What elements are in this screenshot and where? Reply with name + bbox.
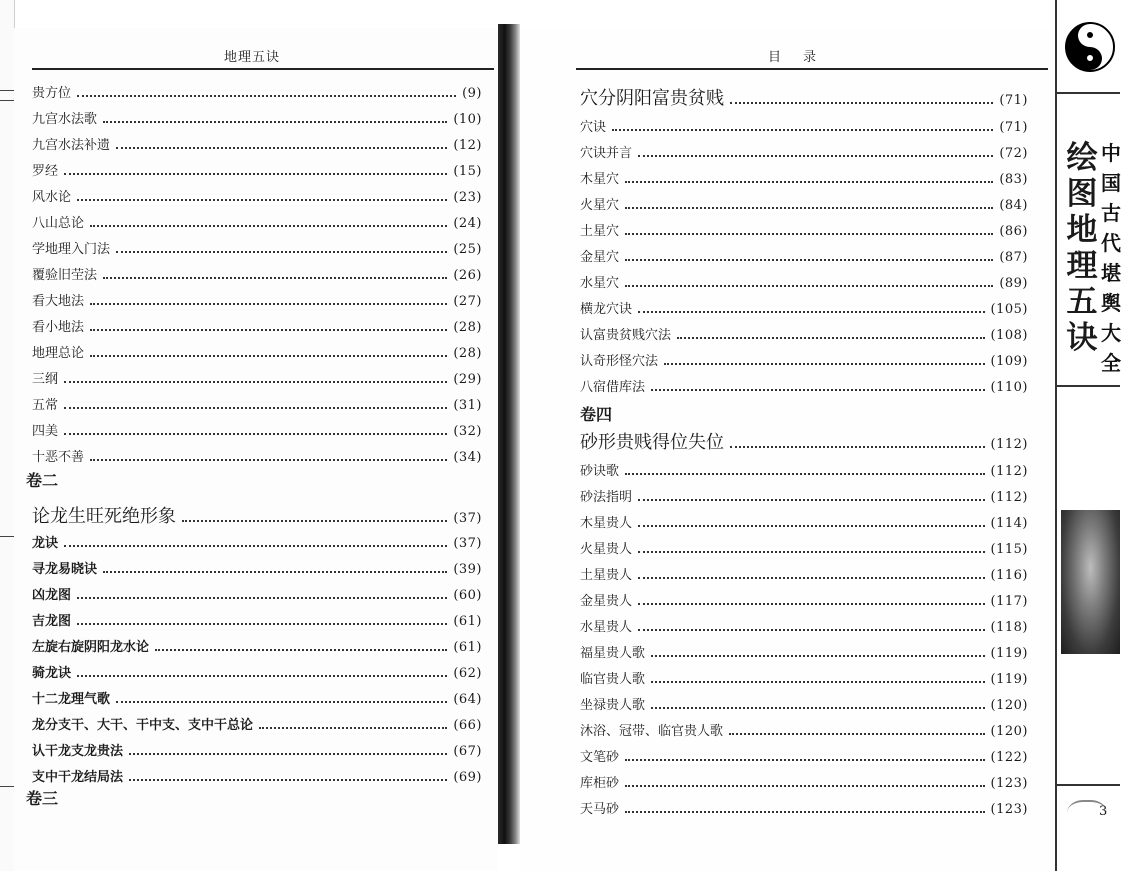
toc-entry-title: 看大地法 xyxy=(32,294,85,309)
dot-leader xyxy=(729,733,985,735)
toc-entry-title: 地理总论 xyxy=(32,346,85,361)
header-rule xyxy=(576,68,1048,70)
toc-entry-page: (117) xyxy=(990,594,1028,609)
toc-entry-page: (27) xyxy=(453,294,482,309)
toc-entry-title: 龙诀 xyxy=(32,536,59,551)
toc-entry-title: 穴诀并言 xyxy=(580,146,633,161)
dot-leader xyxy=(625,285,993,287)
toc-entry-page: (120) xyxy=(990,698,1028,713)
dot-leader xyxy=(90,303,447,305)
toc-entry xyxy=(32,342,482,361)
toc-entry xyxy=(580,486,1028,505)
dot-leader xyxy=(651,389,985,391)
toc-entry-title: 九宫水法补遗 xyxy=(32,138,111,153)
toc-entry-title: 凶龙图 xyxy=(32,588,72,603)
toc-entry-page: (69) xyxy=(453,770,482,785)
toc-entry-page: (84) xyxy=(999,198,1028,213)
toc-entry-page: (37) xyxy=(453,536,482,551)
dot-leader xyxy=(638,629,985,631)
toc-entry-title: 砂法指明 xyxy=(580,490,633,505)
toc-entry-title: 土星贵人 xyxy=(580,568,633,583)
dot-leader xyxy=(730,446,985,448)
toc-entry xyxy=(580,376,1028,395)
volume-heading: 卷二 xyxy=(26,471,59,490)
statue-image xyxy=(1061,510,1120,654)
toc-entry xyxy=(32,108,482,127)
toc-entry xyxy=(580,428,1028,454)
volume-heading: 卷三 xyxy=(26,789,59,808)
dot-leader xyxy=(625,207,993,209)
toc-entry-page: (71) xyxy=(999,120,1028,135)
dot-leader xyxy=(638,577,985,579)
toc-entry xyxy=(580,298,1028,317)
toc-entry-title: 认富贵贫贱穴法 xyxy=(580,328,672,343)
toc-entry-title: 水星贵人 xyxy=(580,620,633,635)
dot-leader xyxy=(129,779,447,781)
dot-leader xyxy=(651,655,985,657)
toc-entry-page: (67) xyxy=(453,744,482,759)
toc-entry xyxy=(580,116,1028,135)
toc-entry-page: (115) xyxy=(990,542,1028,557)
toc-entry-page: (29) xyxy=(453,372,482,387)
toc-entry-title: 四美 xyxy=(32,424,59,439)
dot-leader xyxy=(116,701,447,703)
toc-entry xyxy=(32,368,482,387)
toc-entry-page: (118) xyxy=(990,620,1028,635)
dot-leader xyxy=(625,811,985,813)
toc-entry-title: 横龙穴诀 xyxy=(580,302,633,317)
toc-entry xyxy=(32,558,482,577)
toc-entry-page: (37) xyxy=(453,511,482,526)
toc-entry-title: 木星穴 xyxy=(580,172,620,187)
toc-entry-title: 穴诀 xyxy=(580,120,607,135)
strip-rule xyxy=(1057,784,1120,786)
toc-entry-page: (34) xyxy=(453,450,482,465)
toc-entry-title: 罗经 xyxy=(32,164,59,179)
dot-leader xyxy=(77,95,456,97)
right-page xyxy=(520,28,1055,871)
toc-entry-title: 穴分阴阳富贵贫贱 xyxy=(580,88,724,109)
toc-entry-page: (86) xyxy=(999,224,1028,239)
toc-entry-title: 五常 xyxy=(32,398,59,413)
toc-entry xyxy=(580,772,1028,791)
toc-entry-page: (116) xyxy=(990,568,1028,583)
dot-leader xyxy=(730,102,993,104)
toc-entry xyxy=(32,316,482,335)
dot-leader xyxy=(625,759,985,761)
side-strip xyxy=(1055,0,1120,871)
toc-entry-title: 坐禄贵人歌 xyxy=(580,698,646,713)
toc-entry-page: (119) xyxy=(990,646,1028,661)
toc-entry-title: 左旋右旋阴阳龙水论 xyxy=(32,640,150,655)
toc-entry-title: 论龙生旺死绝形象 xyxy=(32,506,176,527)
dot-leader xyxy=(625,181,993,183)
toc-entry xyxy=(580,272,1028,291)
toc-entry-page: (112) xyxy=(990,464,1028,479)
toc-entry-page: (61) xyxy=(453,614,482,629)
toc-entry-title: 木星贵人 xyxy=(580,516,633,531)
page-number: 3 xyxy=(1099,804,1108,819)
toc-entry xyxy=(32,502,482,528)
toc-entry xyxy=(32,238,482,257)
dot-leader xyxy=(638,551,985,553)
toc-entry-page: (31) xyxy=(453,398,482,413)
dot-leader xyxy=(90,329,447,331)
toc-entry-title: 学地理入门法 xyxy=(32,242,111,257)
toc-entry xyxy=(580,642,1028,661)
book-gutter xyxy=(498,24,520,844)
toc-entry xyxy=(32,160,482,179)
toc-entry xyxy=(32,134,482,153)
toc-entry-page: (122) xyxy=(990,750,1028,765)
toc-entry-title: 库柜砂 xyxy=(580,776,620,791)
toc-entry xyxy=(32,662,482,681)
toc-entry-title: 砂形贵贱得位失位 xyxy=(580,432,724,453)
toc-entry-title: 火星贵人 xyxy=(580,542,633,557)
toc-entry-page: (28) xyxy=(453,320,482,335)
toc-entry xyxy=(580,460,1028,479)
edge-tick xyxy=(0,786,14,787)
dot-leader xyxy=(103,571,447,573)
toc-entry-page: (26) xyxy=(453,268,482,283)
toc-entry-page: (105) xyxy=(990,302,1028,317)
dot-leader xyxy=(677,337,985,339)
strip-rule xyxy=(1057,92,1120,94)
toc-entry-title: 三纲 xyxy=(32,372,59,387)
toc-entry-title: 龙分支干、大干、干中支、支中干总论 xyxy=(32,718,254,733)
toc-entry-title: 九宫水法歌 xyxy=(32,112,98,127)
taiji-icon xyxy=(1065,22,1115,72)
toc-entry-title: 十二龙理气歌 xyxy=(32,692,111,707)
dot-leader xyxy=(64,433,447,435)
toc-entry-page: (110) xyxy=(990,380,1028,395)
strip-rule xyxy=(1057,385,1120,387)
toc-entry-title: 八宿借库法 xyxy=(580,380,646,395)
dot-leader xyxy=(664,363,985,365)
toc-entry xyxy=(580,746,1028,765)
toc-entry-title: 土星穴 xyxy=(580,224,620,239)
toc-entry-title: 骑龙诀 xyxy=(32,666,72,681)
toc-entry-title: 寻龙易晓诀 xyxy=(32,562,98,577)
toc-entry-title: 金星贵人 xyxy=(580,594,633,609)
toc-entry-page: (72) xyxy=(999,146,1028,161)
dot-leader xyxy=(638,499,985,501)
toc-entry xyxy=(580,694,1028,713)
toc-entry-title: 文笔砂 xyxy=(580,750,620,765)
toc-entry xyxy=(580,720,1028,739)
toc-entry-title: 认干龙支龙贵法 xyxy=(32,744,124,759)
dot-leader xyxy=(103,121,447,123)
dot-leader xyxy=(259,727,447,729)
toc-entry-page: (66) xyxy=(453,718,482,733)
toc-entry xyxy=(32,636,482,655)
toc-entry xyxy=(580,324,1028,343)
running-head: 目录 xyxy=(768,50,839,65)
toc-entry xyxy=(32,290,482,309)
toc-entry-title: 水星穴 xyxy=(580,276,620,291)
toc-entry xyxy=(580,512,1028,531)
toc-entry-title: 贵方位 xyxy=(32,86,72,101)
toc-entry-title: 福星贵人歌 xyxy=(580,646,646,661)
dot-leader xyxy=(638,603,985,605)
left-page xyxy=(14,28,498,871)
toc-entry-title: 砂诀歌 xyxy=(580,464,620,479)
edge-tick xyxy=(0,100,14,101)
dot-leader xyxy=(64,407,447,409)
toc-entry-title: 风水论 xyxy=(32,190,72,205)
dot-leader xyxy=(625,785,985,787)
dot-leader xyxy=(116,251,447,253)
toc-entry xyxy=(32,532,482,551)
dot-leader xyxy=(625,259,993,261)
toc-entry-page: (83) xyxy=(999,172,1028,187)
toc-entry xyxy=(32,610,482,629)
dot-leader xyxy=(638,311,985,313)
toc-entry-page: (114) xyxy=(990,516,1028,531)
toc-entry-page: (39) xyxy=(453,562,482,577)
toc-entry-page: (89) xyxy=(999,276,1028,291)
toc-entry xyxy=(580,220,1028,239)
toc-entry-page: (24) xyxy=(453,216,482,231)
dot-leader xyxy=(638,155,993,157)
toc-entry-title: 金星穴 xyxy=(580,250,620,265)
toc-entry xyxy=(580,798,1028,817)
dot-leader xyxy=(77,675,447,677)
toc-entry-page: (123) xyxy=(990,776,1028,791)
dot-leader xyxy=(64,545,447,547)
dot-leader xyxy=(638,525,985,527)
toc-entry xyxy=(580,564,1028,583)
dot-leader xyxy=(90,459,447,461)
toc-entry-page: (108) xyxy=(990,328,1028,343)
toc-entry-title: 天马砂 xyxy=(580,802,620,817)
dot-leader xyxy=(64,173,447,175)
toc-entry xyxy=(32,740,482,759)
toc-entry-title: 十恶不善 xyxy=(32,450,85,465)
toc-entry-page: (62) xyxy=(453,666,482,681)
toc-entry xyxy=(580,616,1028,635)
toc-entry xyxy=(580,194,1028,213)
toc-entry-page: (9) xyxy=(462,86,482,101)
toc-entry-page: (32) xyxy=(453,424,482,439)
toc-entry-title: 火星穴 xyxy=(580,198,620,213)
edge-tick xyxy=(0,536,14,537)
toc-entry-page: (25) xyxy=(453,242,482,257)
toc-entry-page: (87) xyxy=(999,250,1028,265)
dot-leader xyxy=(625,473,985,475)
toc-entry-page: (112) xyxy=(990,490,1028,505)
toc-entry-page: (28) xyxy=(453,346,482,361)
book-title: 绘图地理五诀 xyxy=(1066,140,1098,356)
toc-entry xyxy=(32,394,482,413)
dot-leader xyxy=(612,129,993,131)
toc-entry-page: (10) xyxy=(453,112,482,127)
dot-leader xyxy=(64,381,447,383)
toc-entry-page: (23) xyxy=(453,190,482,205)
toc-entry xyxy=(580,84,1028,110)
toc-entry-page: (120) xyxy=(990,724,1028,739)
toc-entry xyxy=(580,538,1028,557)
dot-leader xyxy=(625,233,993,235)
toc-entry-page: (60) xyxy=(453,588,482,603)
dot-leader xyxy=(77,597,447,599)
series-title: 中国古代堪舆大全 xyxy=(1101,141,1121,375)
toc-entry-title: 认奇形怪穴法 xyxy=(580,354,659,369)
toc-entry xyxy=(32,714,482,733)
toc-entry-page: (109) xyxy=(990,354,1028,369)
toc-entry-page: (61) xyxy=(453,640,482,655)
toc-entry xyxy=(32,688,482,707)
toc-entry xyxy=(580,142,1028,161)
toc-entry-page: (64) xyxy=(453,692,482,707)
toc-entry xyxy=(32,212,482,231)
dot-leader xyxy=(182,520,447,522)
toc-entry-title: 看小地法 xyxy=(32,320,85,335)
dot-leader xyxy=(90,355,447,357)
dot-leader xyxy=(77,199,447,201)
dot-leader xyxy=(651,681,985,683)
toc-entry-page: (71) xyxy=(999,93,1028,108)
toc-entry-page: (15) xyxy=(453,164,482,179)
dot-leader xyxy=(103,277,447,279)
toc-entry xyxy=(32,186,482,205)
header-rule xyxy=(32,68,494,70)
toc-entry xyxy=(32,420,482,439)
dot-leader xyxy=(155,649,447,651)
dot-leader xyxy=(651,707,985,709)
dot-leader xyxy=(116,147,447,149)
toc-entry xyxy=(32,766,482,785)
toc-entry xyxy=(580,350,1028,369)
toc-entry-title: 支中干龙结局法 xyxy=(32,770,124,785)
toc-entry xyxy=(580,246,1028,265)
toc-entry-page: (112) xyxy=(990,437,1028,452)
toc-entry-page: (119) xyxy=(990,672,1028,687)
toc-entry xyxy=(32,264,482,283)
toc-entry-title: 覆验旧茔法 xyxy=(32,268,98,283)
volume-heading: 卷四 xyxy=(580,405,613,424)
toc-entry-title: 八山总论 xyxy=(32,216,85,231)
running-head: 地理五诀 xyxy=(224,50,281,65)
toc-entry-title: 吉龙图 xyxy=(32,614,72,629)
toc-entry xyxy=(32,584,482,603)
toc-entry-page: (12) xyxy=(453,138,482,153)
toc-entry-title: 临官贵人歌 xyxy=(580,672,646,687)
toc-entry-title: 沐浴、冠带、临官贵人歌 xyxy=(580,724,724,739)
toc-entry xyxy=(580,590,1028,609)
dot-leader xyxy=(90,225,447,227)
dot-leader xyxy=(129,753,447,755)
dot-leader xyxy=(77,623,447,625)
toc-entry xyxy=(32,446,482,465)
left-page-edge xyxy=(0,0,15,871)
edge-tick xyxy=(0,90,14,91)
toc-entry xyxy=(580,168,1028,187)
toc-entry xyxy=(580,668,1028,687)
toc-entry xyxy=(32,82,482,101)
toc-entry-page: (123) xyxy=(990,802,1028,817)
